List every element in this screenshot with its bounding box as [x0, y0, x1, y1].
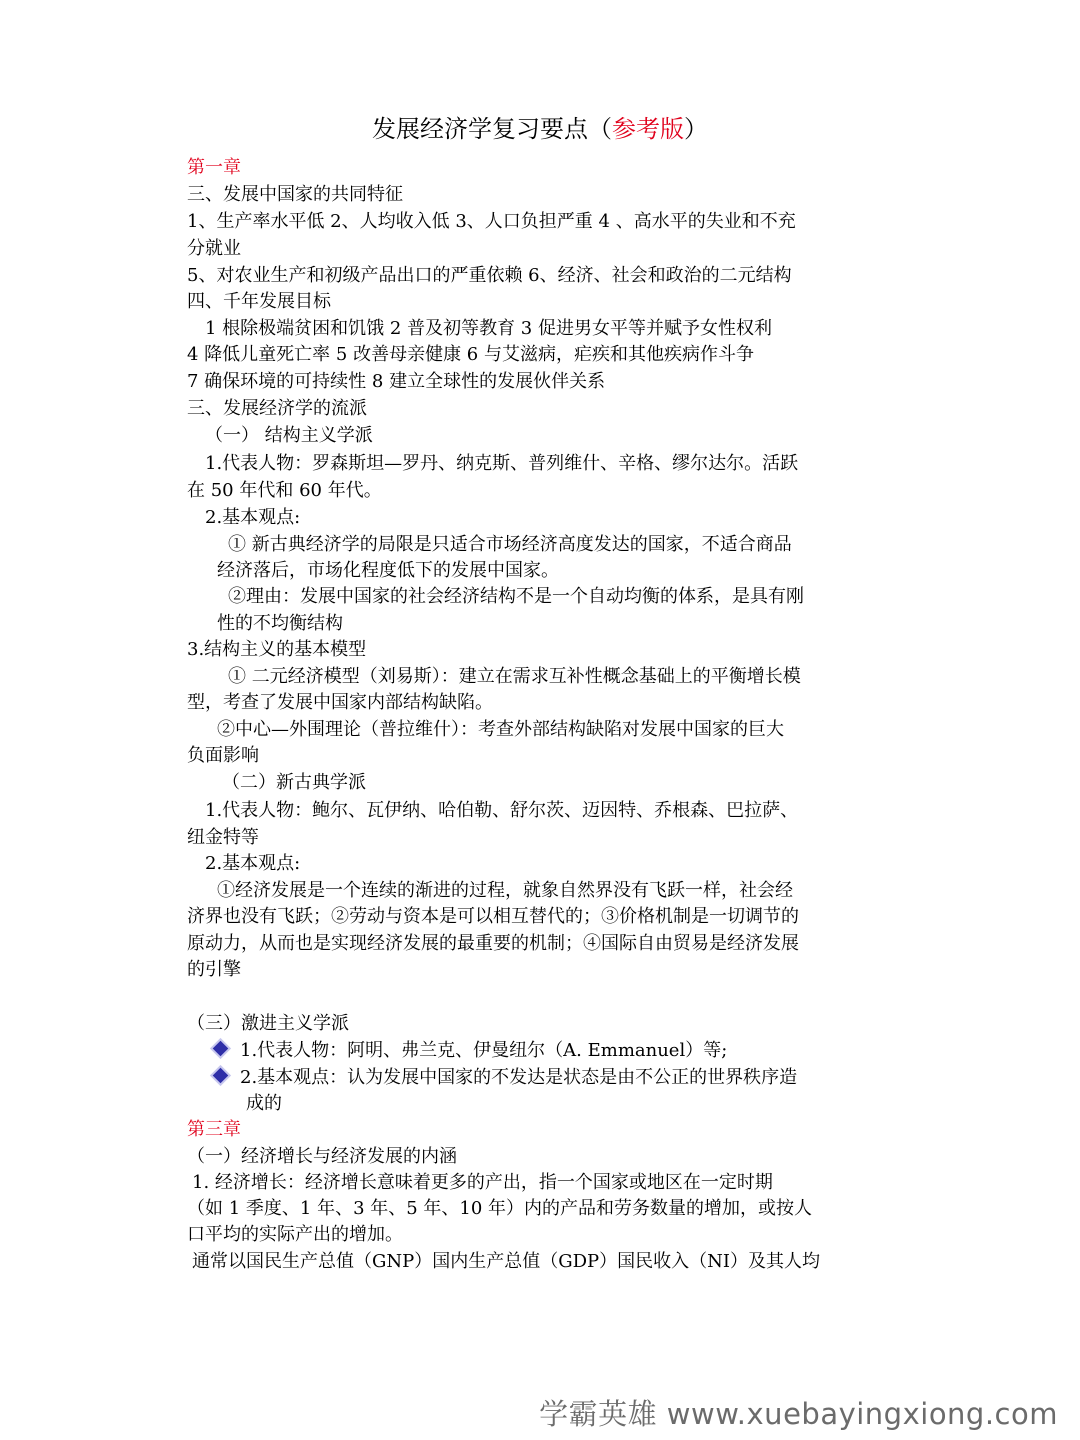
- text-line: 通常以国民生产总值（GNP）国内生产总值（GDP）国民收入（NI）及其人均: [192, 1251, 821, 1272]
- text-line: 分就业: [187, 238, 241, 259]
- page-title: 发展经济学复习要点（参考版）: [372, 115, 708, 143]
- bullet-item: 2.基本观点：认为发展中国家的不发达是状态是由不公正的世界秩序造: [215, 1065, 935, 1091]
- text-line: 1、生产率水平低 2、人均收入低 3、人口负担严重 4 、高水平的失业和不充: [187, 211, 796, 232]
- text-line: 1.代表人物：鲍尔、瓦伊纳、哈伯勒、舒尔茨、迈因特、乔根森、巴拉萨、: [205, 800, 799, 821]
- text-line: 负面影响: [187, 745, 259, 766]
- text-line: 纽金特等: [187, 827, 259, 848]
- subsection-heading: （三）激进主义学派: [187, 1013, 349, 1034]
- text-line: 在 50 年代和 60 年代。: [187, 480, 382, 501]
- text-line: ①经济发展是一个连续的渐进的过程，就象自然界没有飞跃一样，社会经: [217, 880, 793, 901]
- text-line: 2.基本观点:: [205, 507, 301, 528]
- section-heading: 四、千年发展目标: [187, 291, 331, 312]
- watermark: 学霸英雄 www.xuebayingxiong.com: [539, 1397, 1058, 1431]
- chapter-heading-1: 第一章: [187, 157, 241, 178]
- text-line: ① 新古典经济学的局限是只适合市场经济高度发达的国家，不适合商品: [228, 534, 792, 555]
- text-line: 成的: [246, 1093, 282, 1114]
- text-line: 5、对农业生产和初级产品出口的严重依赖 6、经济、社会和政治的二元结构: [187, 265, 792, 286]
- bullet-item: 1.代表人物：阿明、弗兰克、伊曼纽尔（A. Emmanuel）等;: [215, 1038, 935, 1064]
- text-line: 1. 经济增长：经济增长意味着更多的产出，指一个国家或地区在一定时期: [192, 1172, 773, 1193]
- text-line: 2.基本观点:: [205, 853, 301, 874]
- section-heading: 三、发展经济学的流派: [187, 398, 367, 419]
- text-line: 的引擎: [187, 959, 241, 980]
- section-heading: 三、发展中国家的共同特征: [187, 184, 403, 205]
- subsection-heading: （一） 结构主义学派: [205, 425, 373, 446]
- diamond-bullet-icon: [213, 1068, 229, 1084]
- text-line: 济界也没有飞跃；②劳动与资本是可以相互替代的；③价格机制是一切调节的: [187, 906, 799, 927]
- text-line: 1.代表人物：罗森斯坦—罗丹、纳克斯、普列维什、辛格、缪尔达尔。活跃: [205, 453, 799, 474]
- text-line: （如 1 季度、1 年、3 年、5 年、10 年）内的产品和劳务数量的增加，或按人: [187, 1198, 813, 1219]
- text-line: 4 降低儿童死亡率 5 改善母亲健康 6 与艾滋病，疟疾和其他疾病作斗争: [187, 344, 754, 365]
- text-line: ②理由：发展中国家的社会经济结构不是一个自动均衡的体系，是具有刚: [228, 586, 804, 607]
- subsection-heading: （一）经济增长与经济发展的内涵: [187, 1146, 457, 1167]
- text-line: ① 二元经济模型（刘易斯）：建立在需求互补性概念基础上的平衡增长模: [228, 666, 801, 687]
- chapter-heading-3: 第三章: [187, 1119, 241, 1140]
- text-line: 型，考查了发展中国家内部结构缺陷。: [187, 692, 493, 713]
- text-line: 经济落后，市场化程度低下的发展中国家。: [217, 560, 559, 581]
- text-line: 1 根除极端贫困和饥饿 2 普及初等教育 3 促进男女平等并赋予女性权利: [205, 318, 772, 339]
- text-line: 3.结构主义的基本模型: [187, 639, 367, 660]
- text-line: ②中心—外围理论（普拉维什）：考查外部结构缺陷对发展中国家的巨大: [217, 719, 784, 740]
- diamond-bullet-icon: [213, 1041, 229, 1057]
- text-line: 口平均的实际产出的增加。: [187, 1224, 403, 1245]
- subsection-heading: （二）新古典学派: [222, 772, 366, 793]
- text-line: 性的不均衡结构: [217, 613, 343, 634]
- text-line: 7 确保环境的可持续性 8 建立全球性的发展伙伴关系: [187, 371, 606, 392]
- text-line: 原动力，从而也是实现经济发展的最重要的机制；④国际自由贸易是经济发展: [187, 933, 799, 954]
